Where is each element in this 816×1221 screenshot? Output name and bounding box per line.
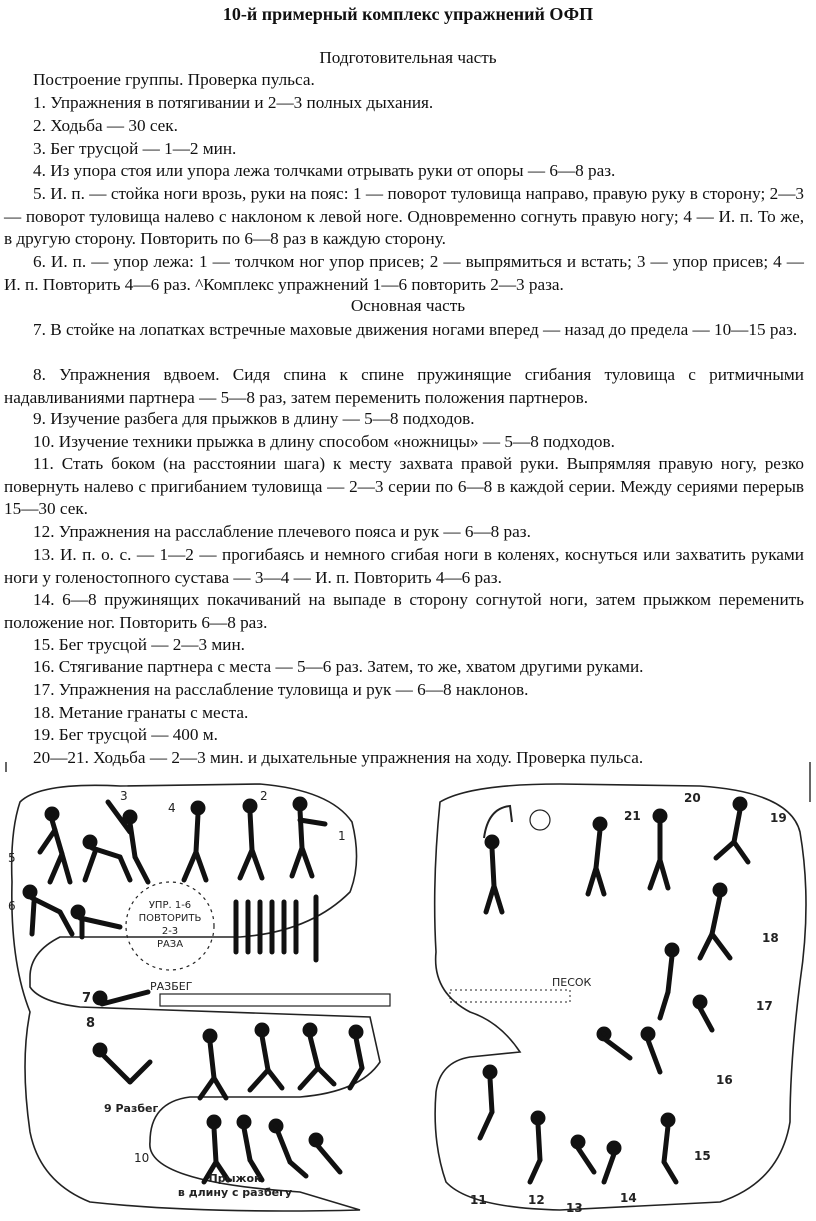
figure-limb bbox=[290, 1162, 306, 1176]
figure-limb bbox=[700, 934, 712, 958]
figure-body bbox=[318, 1146, 340, 1172]
figure-limb bbox=[268, 1070, 282, 1088]
figure-limb bbox=[32, 902, 34, 934]
figure-limb bbox=[302, 848, 312, 876]
figure-body bbox=[52, 820, 62, 854]
figure-head bbox=[609, 1143, 619, 1153]
runners-group bbox=[95, 992, 362, 1098]
figure-limb bbox=[530, 1160, 540, 1182]
sand-label: ПЕСОК bbox=[552, 976, 592, 989]
figure-body bbox=[300, 810, 302, 848]
repeat-note-line: РАЗА bbox=[156, 939, 184, 950]
exercise-item: 19. Бег трусцой — 400 м. bbox=[33, 725, 218, 744]
figure-body bbox=[596, 830, 600, 868]
figure-limb bbox=[135, 857, 148, 882]
exercise-number-label: 13 bbox=[566, 1201, 583, 1215]
intro-line: Построение группы. Проверка пульса. bbox=[33, 70, 315, 89]
exercise-item: 6. И. п. — упор лежа: 1 — толчком ног упор присев; 2 — выпрямиться и встать; 3 — упор присев; 4 — И. п. Повторить 4—6 раз. ^Комплекс упражнений 1—6 повторить 2—3 раза. bbox=[4, 252, 804, 294]
repeat-note-line: ПОВТОРИТЬ bbox=[138, 913, 202, 924]
figure-limb bbox=[85, 852, 95, 880]
figure-body bbox=[262, 1036, 268, 1070]
exercise-item: 18. Метание гранаты с места. bbox=[33, 703, 249, 722]
figure-body bbox=[490, 1078, 492, 1112]
figure-limb bbox=[480, 1112, 492, 1138]
figure-body bbox=[310, 1036, 318, 1068]
standing-group bbox=[236, 897, 316, 960]
figure-limb bbox=[252, 850, 262, 878]
figure-limb bbox=[240, 850, 252, 878]
figure-body bbox=[606, 1040, 630, 1058]
figure-head bbox=[239, 1117, 249, 1127]
figure-limb bbox=[196, 852, 206, 880]
exercise-number-label: 19 bbox=[770, 811, 787, 825]
exercise-item: 13. И. п. о. с. — 1—2 — прогибаясь и немного сгибая ноги в коленях, коснуться или захватить руками ноги у голеностопного сустава — 3—4 — И. п. Повторить 4—6 раз. bbox=[4, 545, 804, 587]
figure-head bbox=[735, 799, 745, 809]
figure-limb bbox=[318, 1068, 334, 1084]
figure-limb bbox=[60, 912, 72, 934]
exercise-number-label: 11 bbox=[470, 1193, 487, 1207]
left-panel bbox=[8, 784, 390, 1211]
exercise-number-label: 4 bbox=[168, 801, 176, 815]
exercise-item: 2. Ходьба — 30 сек. bbox=[33, 116, 178, 135]
long-jump-label: Прыжок bbox=[208, 1172, 262, 1185]
figure-limb bbox=[292, 848, 302, 876]
exercise-item: 20—21. Ходьба — 2—3 мин. и дыхательные упражнения на ходу. Проверка пульса. bbox=[33, 748, 644, 767]
repeat-note-line: 2-3 bbox=[161, 926, 179, 937]
figure-head bbox=[295, 799, 305, 809]
figures-group-5-6 bbox=[25, 887, 120, 937]
exercise-item: 10. Изучение техники прыжка в длину способом «ножницы» — 5—8 подходов. bbox=[33, 432, 615, 451]
exercise-number-label: 3 bbox=[120, 789, 128, 803]
runup-label: РАЗБЕГ bbox=[150, 980, 193, 993]
section9-label: 9 Разбег bbox=[104, 1102, 159, 1115]
exercise-number-label: 10 bbox=[134, 1151, 150, 1165]
exercise-number-label: 6 bbox=[8, 899, 16, 913]
figure-limb bbox=[596, 868, 604, 894]
figure-head bbox=[73, 907, 83, 917]
figure-limb bbox=[734, 842, 748, 862]
exercise-number-label: 14 bbox=[620, 1191, 637, 1205]
page-title: 10-й примерный комплекс упражнений ОФП bbox=[222, 4, 594, 24]
figure-limb bbox=[62, 854, 70, 882]
figure-body bbox=[356, 1038, 362, 1068]
exercise-number-label: 17 bbox=[756, 999, 773, 1013]
figure-body bbox=[210, 1042, 214, 1078]
exercise-number-label: 20 bbox=[684, 791, 701, 805]
section-heading-preparatory: Подготовительная часть bbox=[319, 48, 497, 67]
figure-head bbox=[125, 812, 135, 822]
sand-pit bbox=[450, 990, 570, 1002]
figure-body bbox=[250, 812, 252, 850]
right-panel bbox=[435, 784, 806, 1215]
figure-limb bbox=[650, 860, 660, 888]
figure-body bbox=[648, 1040, 660, 1072]
exercise-number-label: 5 bbox=[8, 851, 16, 865]
figure-body bbox=[244, 1128, 250, 1160]
figure-body bbox=[538, 1124, 540, 1160]
figure-head bbox=[599, 1029, 609, 1039]
exercise-item: 1. Упражнения в потягивании и 2—3 полных дыхания. bbox=[33, 93, 434, 112]
repeat-note-line: УПР. 1-6 bbox=[148, 900, 192, 911]
exercise-number-label: 18 bbox=[762, 931, 779, 945]
figure-limb bbox=[300, 1068, 318, 1088]
exercise-number-label: 12 bbox=[528, 1193, 545, 1207]
figure-limb bbox=[120, 857, 130, 880]
figure-body bbox=[278, 1132, 290, 1162]
illustration-svg bbox=[0, 762, 816, 1221]
figure-limb bbox=[200, 1078, 214, 1098]
figure-limb bbox=[660, 992, 668, 1018]
figure-limb bbox=[250, 1070, 268, 1090]
exercise-item: 17. Упражнения на расслабление туловища и рук — 6—8 наклонов. bbox=[33, 680, 529, 699]
exercise-item: 15. Бег трусцой — 2—3 мин. bbox=[33, 635, 245, 654]
figure-limb bbox=[664, 1162, 676, 1182]
figure-limb bbox=[494, 886, 502, 912]
figure-limb bbox=[350, 1068, 362, 1088]
figure-body bbox=[734, 810, 740, 842]
exercise-number-label: 1 bbox=[338, 829, 346, 843]
figure-head bbox=[85, 837, 95, 847]
figure-body bbox=[668, 956, 672, 992]
figure-head bbox=[47, 809, 57, 819]
figure-body bbox=[604, 1154, 614, 1182]
exercise-item: 8. Упражнения вдвоем. Сидя спина к спине пружинящие сгибания туловища с ритмичными надавливаниями партнера — 5—8 раз, затем переменить положения партнеров. bbox=[4, 365, 804, 407]
figure-limb bbox=[300, 820, 325, 824]
figure-body bbox=[700, 1008, 712, 1030]
exercise-item: 11. Стать боком (на расстоянии шага) к месту захвата правой руки. Выпрямляя правую ногу, резко повернуть налево с пригибанием туловища — 2—3 серии по 6—8 в каждой серии. Между сериями перерыв 15—30 сек. bbox=[4, 454, 804, 519]
figure-limb bbox=[660, 860, 668, 888]
figure-limb bbox=[712, 934, 730, 958]
figure-limb bbox=[50, 854, 62, 882]
figure-body bbox=[80, 918, 120, 927]
exercise-number-label: 16 bbox=[716, 1073, 733, 1087]
runup-track bbox=[160, 994, 390, 1006]
exercise-item: 4. Из упора стоя или упора лежа толчками отрывать руки от опоры — 6—8 раз. bbox=[33, 161, 616, 180]
figure-head bbox=[95, 1045, 105, 1055]
figure-limb bbox=[214, 1078, 226, 1098]
figure-limb bbox=[130, 1062, 150, 1082]
exercise-number-label: 7 bbox=[82, 991, 92, 1006]
figure-limb bbox=[716, 842, 734, 858]
figure-body bbox=[214, 1128, 216, 1162]
exercise-item: 9. Изучение разбега для прыжков в длину — 5—8 подходов. bbox=[33, 409, 475, 428]
figure-head bbox=[487, 837, 497, 847]
exercise-illustration bbox=[0, 762, 816, 1221]
exercise-number-label: 2 bbox=[260, 789, 268, 803]
figure-head bbox=[25, 887, 35, 897]
figure-body bbox=[130, 823, 135, 857]
exercise-item: 5. И. п. — стойка ноги врозь, руки на пояс: 1 — поворот туловища направо, правую руку в сторону; 2—3 — поворот туловища налево с наклоном к левой ноге. Одновременно согнуть правую ногу; 4 — И. п. То же, в другую сторону. Повторить по 6—8 раз в каждую сторону. bbox=[4, 184, 804, 249]
figure-limb bbox=[184, 852, 196, 880]
exercise-item: 14. 6—8 пружинящих покачиваний на выпаде в сторону согнутой ноги, затем прыжком переменить положение ног. Повторить 6—8 раз. bbox=[4, 590, 804, 632]
figure-body bbox=[104, 1056, 130, 1082]
figure-head bbox=[695, 997, 705, 1007]
exercise-number-label: 15 bbox=[694, 1149, 711, 1163]
figure-head bbox=[271, 1121, 281, 1131]
figure-head bbox=[351, 1027, 361, 1037]
figure-head bbox=[643, 1029, 653, 1039]
exercise-number-label: 8 bbox=[86, 1016, 96, 1031]
figure-body bbox=[712, 896, 720, 934]
figure-body bbox=[578, 1148, 594, 1172]
figure-head bbox=[311, 1135, 321, 1145]
figure-body bbox=[196, 814, 198, 852]
shower-pipe bbox=[484, 806, 512, 838]
exercise-item: 3. Бег трусцой — 1—2 мин. bbox=[33, 139, 237, 158]
exercise-item: 12. Упражнения на расслабление плечевого пояса и рук — 6—8 раз. bbox=[33, 522, 531, 541]
figure-head bbox=[205, 1031, 215, 1041]
exercise-number-label: 21 bbox=[624, 809, 641, 823]
figures-group-1-4 bbox=[40, 799, 325, 882]
exercise-item: 7. В стойке на лопатках встречные маховые движения ногами вперед — назад до предела — 10—15 раз. bbox=[33, 320, 798, 339]
figure-body bbox=[102, 992, 148, 1004]
figure-limb bbox=[40, 830, 55, 852]
long-jump-label: в длину с разбегу bbox=[177, 1186, 293, 1199]
figure-body bbox=[492, 848, 494, 886]
exercise-item: 16. Стягивание партнера с места — 5—6 раз. Затем, то же, хватом другими руками. bbox=[33, 657, 644, 676]
hand-icon bbox=[530, 810, 550, 830]
figure-body bbox=[664, 1126, 668, 1162]
section-heading-main: Основная часть bbox=[350, 296, 466, 315]
